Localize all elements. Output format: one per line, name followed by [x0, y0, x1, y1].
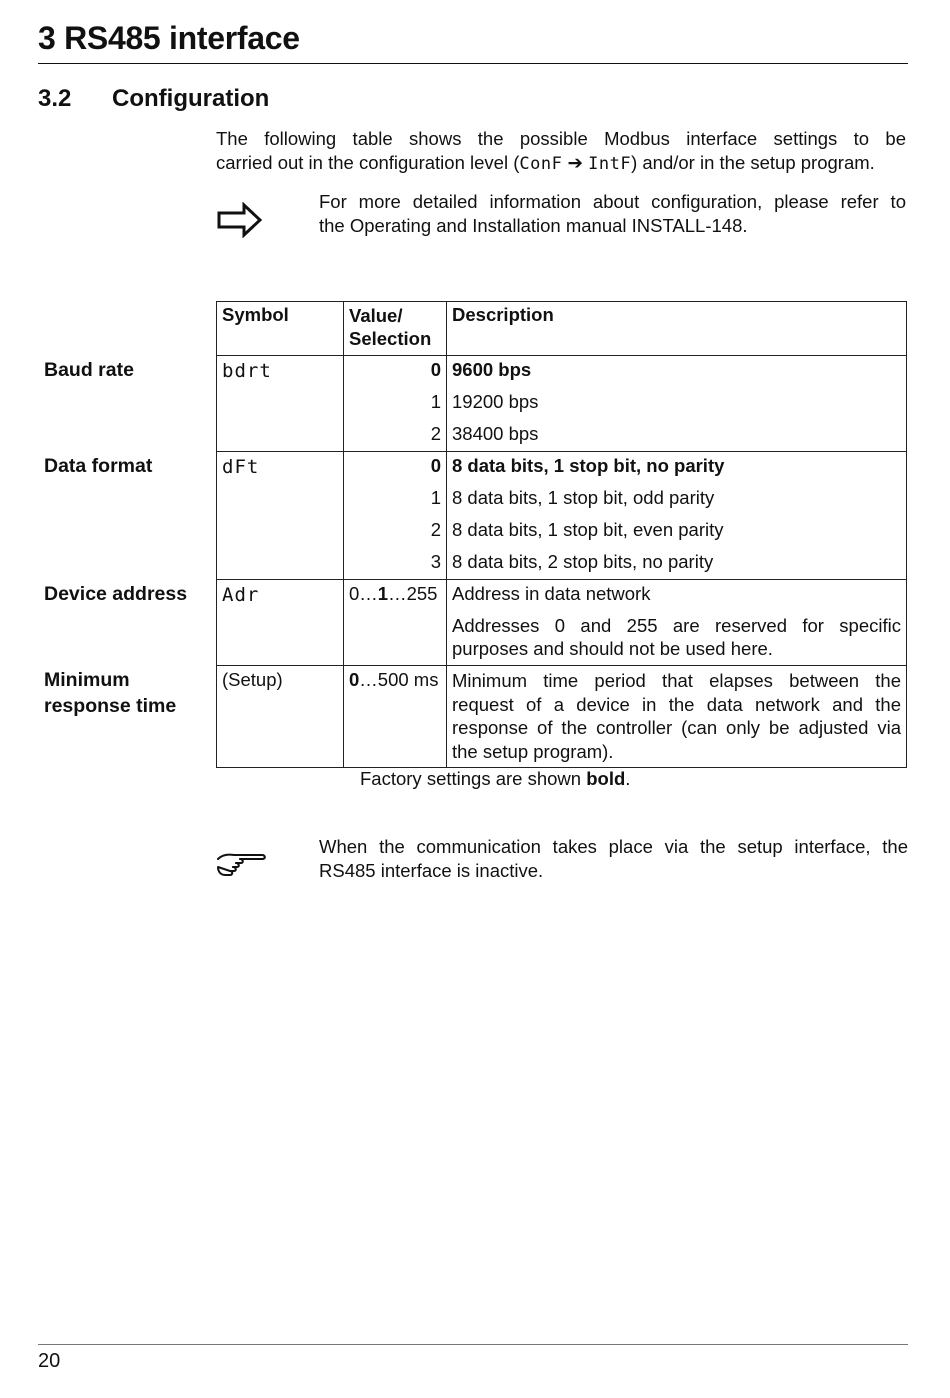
chapter-title: 3 RS485 interface	[38, 20, 300, 56]
table-footnote	[360, 768, 630, 790]
table-row	[217, 452, 907, 484]
value-cell: 1	[344, 484, 447, 516]
description-cell: 19200 bps	[447, 388, 907, 420]
description-cell: 8 data bits, 1 stop bit, no parity	[447, 452, 907, 484]
section-title: Configuration	[112, 85, 270, 112]
description-cell: 9600 bps	[447, 356, 907, 388]
label-data-format: Data format	[44, 455, 153, 477]
intro-paragraph	[216, 127, 906, 176]
description-cell: 8 data bits, 1 stop bit, odd parity	[447, 484, 907, 516]
value-cell	[344, 580, 447, 666]
hint-line-1: When the communication takes place via the setup interface, the	[319, 836, 908, 857]
symbol-bdrt: bdrt	[217, 356, 344, 452]
page-number: 20	[38, 1350, 61, 1372]
value-cell: 2	[344, 516, 447, 548]
footnote-end: .	[625, 768, 631, 789]
value-range-end: …255	[388, 583, 438, 604]
table-row	[217, 580, 907, 612]
footnote-bold: bold	[586, 768, 626, 789]
hint-line-2: RS485 interface is inactive.	[319, 859, 544, 881]
header-symbol: Symbol	[217, 302, 344, 356]
value-cell: 2	[344, 420, 447, 452]
footnote-text: Factory settings are shown	[360, 768, 587, 789]
value-cell	[344, 666, 447, 768]
description-cell: 8 data bits, 1 stop bit, even parity	[447, 516, 907, 548]
hint-paragraph	[319, 835, 908, 882]
description-cell: Address in data network	[447, 580, 907, 612]
note-paragraph	[319, 190, 906, 237]
header-value-selection: Value/ Selection	[344, 302, 447, 356]
configuration-table	[216, 301, 907, 768]
intro-text-end: ) and/or in the setup program.	[631, 151, 875, 173]
lcd-intf-symbol: IntF	[588, 153, 632, 174]
description-cell: Addresses 0 and 255 are reserved for specific purposes and should not be used here.	[447, 612, 907, 666]
value-range-start: 0…	[349, 583, 378, 604]
table-row	[217, 666, 907, 768]
label-minimum-response-time: Minimum response time	[44, 669, 177, 717]
symbol-dft: dFt	[217, 452, 344, 580]
description-cell: 38400 bps	[447, 420, 907, 452]
value-cell: 1	[344, 388, 447, 420]
description-cell: 8 data bits, 2 stop bits, no parity	[447, 548, 907, 580]
label-device-address: Device address	[44, 583, 188, 605]
arrow-glyph: ➔	[567, 151, 583, 173]
value-default: 1	[377, 583, 389, 604]
note-line-2: the Operating and Installation manual INSTALL-148.	[319, 214, 748, 236]
pointing-hand-icon	[216, 850, 268, 880]
value-cell: 3	[344, 548, 447, 580]
intro-line-1: The following table shows the possible Modbus interface settings to be	[216, 128, 906, 149]
value-range-end: …500 ms	[359, 669, 439, 690]
note-line-1: For more detailed information about configuration, please refer to	[319, 191, 906, 212]
intro-line-2	[216, 152, 875, 173]
value-cell: 0	[344, 452, 447, 484]
arrow-right-icon	[216, 202, 264, 238]
lcd-conf-symbol: ConF	[519, 153, 563, 174]
table-header-row	[217, 302, 907, 356]
footer-rule	[38, 1344, 908, 1345]
section-number: 3.2	[38, 85, 72, 112]
intro-text: carried out in the configuration level (	[216, 151, 520, 173]
description-cell: Minimum time period that elapses between the request of a device in the data network and the response of the controller (can only be adjusted via the setup program).	[447, 666, 907, 768]
label-baud-rate: Baud rate	[44, 359, 134, 381]
value-cell: 0	[344, 356, 447, 388]
symbol-setup: (Setup)	[217, 666, 344, 768]
chapter-rule	[38, 63, 908, 64]
table-row	[217, 356, 907, 388]
symbol-adr: Adr	[217, 580, 344, 666]
header-description: Description	[447, 302, 907, 356]
value-default: 0	[349, 669, 360, 690]
